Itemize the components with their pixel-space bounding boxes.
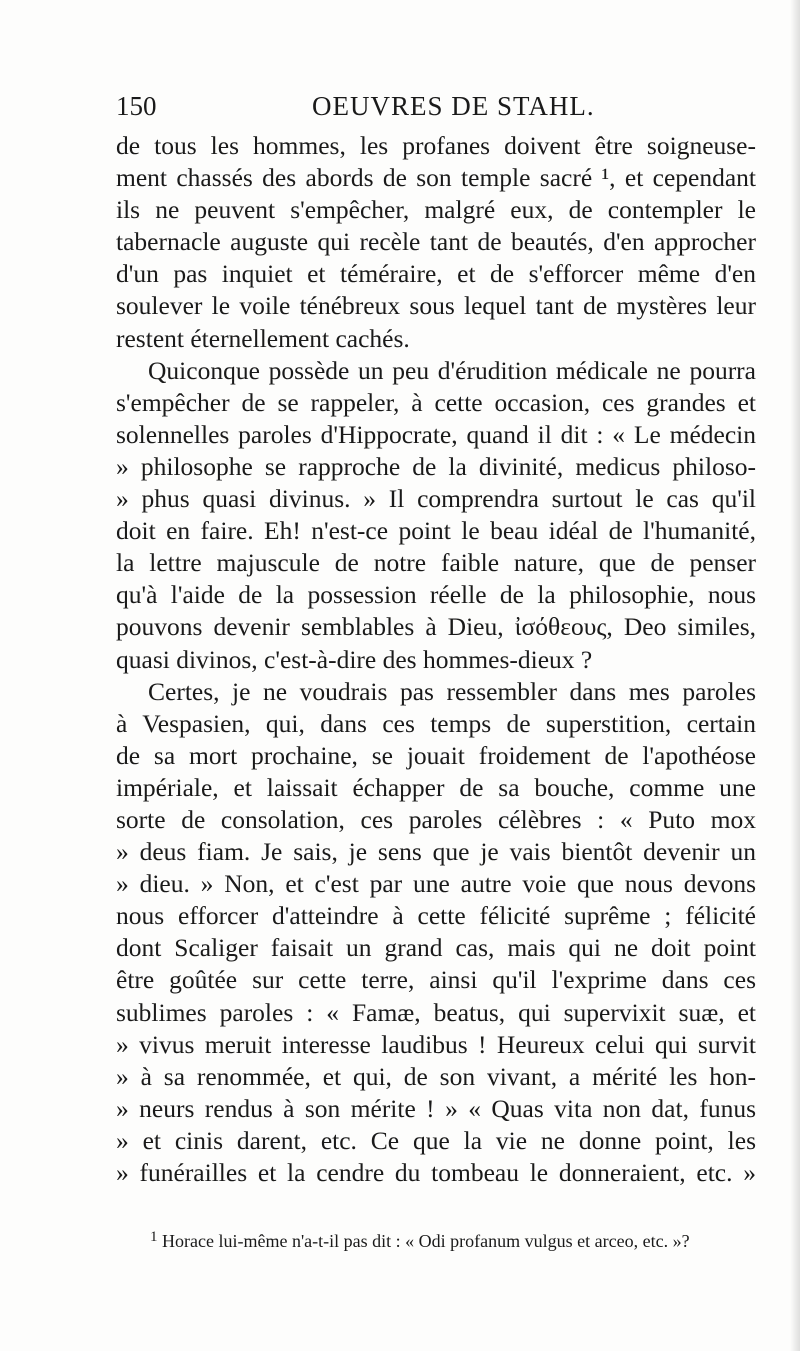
text-line: » deus fiam. Je sais, je sens que je vais bientôt devenir un [116, 837, 756, 867]
text-line: » funérailles et la cendre du tombeau le donneraient, etc. » [116, 1158, 756, 1187]
text-line: » vivus meruit interesse laudibus ! Heureux celui qui survit [116, 1029, 756, 1059]
page-header [116, 88, 756, 124]
text-line: d'un pas inquiet et téméraire, et de s'efforcer même d'en [116, 259, 756, 289]
text-line: » dieu. » Non, et c'est par une autre voie que nous devons [116, 869, 756, 899]
footnote-marker: 1 [150, 1229, 158, 1245]
text-line: sublimes paroles : « Famæ, beatus, qui supervixit suæ, et [116, 997, 756, 1027]
text-line: Certes, je ne voudrais pas ressembler dans mes paroles [148, 676, 756, 706]
text-line: la lettre majuscule de notre faible nature, que de penser [116, 548, 756, 578]
text-line: » et cinis darent, etc. Ce que la vie ne donne point, les [116, 1125, 756, 1155]
text-line: dont Scaliger faisait un grand cas, mais qui ne doit point [116, 933, 756, 963]
text-line: » à sa renommée, et qui, de son vivant, a mérité les hon- [116, 1061, 756, 1091]
text-line: s'empêcher de se rappeler, à cette occasion, ces grandes et [116, 387, 756, 417]
text-line: ment chassés des abords de son temple sacré ¹, et cependant [116, 163, 756, 193]
text-line: solennelles paroles d'Hippocrate, quand il dit : « Le médecin [116, 419, 756, 449]
footnote-text: Horace lui-même n'a-t-il pas dit : « Odi profanum vulgus et arceo, etc. »? [162, 1231, 690, 1251]
text-line: à Vespasien, qui, dans ces temps de superstition, certain [116, 708, 756, 738]
text-line: Quiconque possède un peu d'érudition médicale ne pourra [148, 355, 756, 385]
text-line: tabernacle auguste qui recèle tant de beautés, d'en approcher [116, 227, 756, 257]
text-line: sorte de consolation, ces paroles célèbres : « Puto mox [116, 804, 756, 834]
text-line: être goûtée sur cette terre, ainsi qu'il l'exprime dans ces [116, 965, 756, 995]
main-text [116, 130, 756, 1189]
text-line: » phus quasi divinus. » Il comprendra surtout le cas qu'il [116, 484, 756, 514]
text-line: quasi divinos, c'est-à-dire des hommes-dieux ? [116, 644, 593, 674]
text-line: » philosophe se rapproche de la divinité, medicus philoso- [116, 451, 756, 481]
text-line: soulever le voile ténébreux sous lequel tant de mystères leur [116, 291, 756, 321]
text-line: de sa mort prochaine, se jouait froidement de l'apothéose [116, 740, 756, 770]
text-line: ils ne peuvent s'empêcher, malgré eux, de contempler le [116, 195, 756, 225]
text-line: pouvons devenir semblables à Dieu, ἰσόθεους, Deo similes, [116, 612, 756, 642]
footnote [150, 1224, 760, 1254]
text-line: qu'à l'aide de la possession réelle de la philosophie, nous [116, 580, 756, 610]
text-line: » neurs rendus à son mérite ! » « Quas vita non dat, funus [116, 1093, 756, 1123]
text-line: impériale, et laissait échapper de sa bouche, comme une [116, 772, 756, 802]
running-title: OEUVRES DE STAHL. [312, 91, 595, 121]
text-line: doit en faire. Eh! n'est-ce point le beau idéal de l'humanité, [116, 516, 756, 546]
page-number: 150 [116, 91, 157, 121]
text-line: restent éternellement cachés. [116, 323, 410, 353]
text-line: de tous les hommes, les profanes doivent être soigneuse- [116, 131, 756, 160]
text-line: nous efforcer d'atteindre à cette félicité suprême ; félicité [116, 901, 756, 931]
